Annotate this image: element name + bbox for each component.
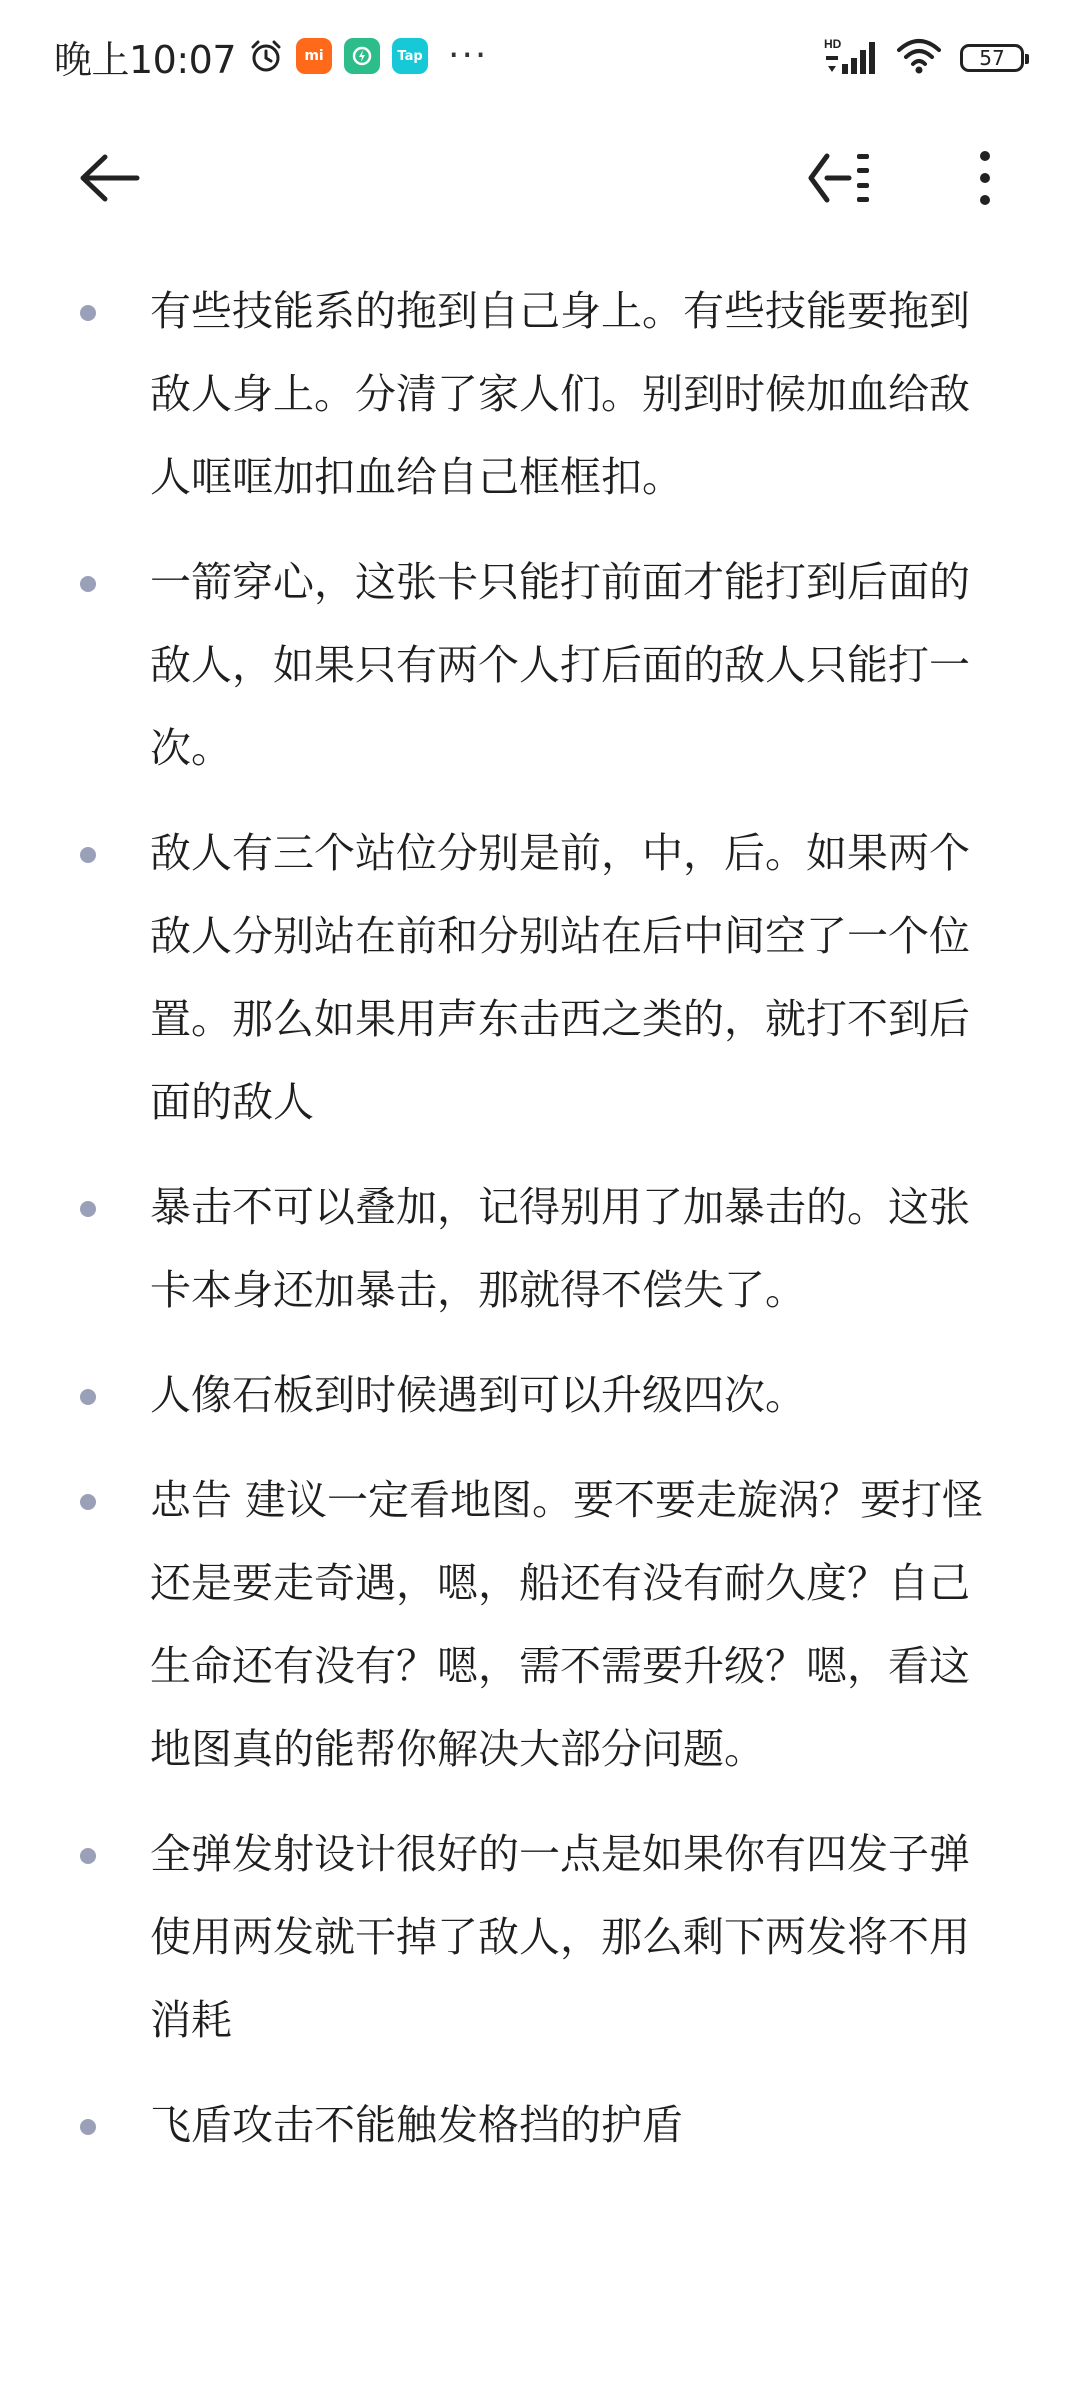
list-item[interactable] [0, 1459, 1080, 1791]
list-item-text: 飞盾攻击不能触发格挡的护盾 [150, 2101, 683, 2149]
more-vertical-icon [975, 150, 995, 210]
bullet-dot [80, 2119, 96, 2135]
green-app-icon [344, 38, 380, 74]
more-notifications-icon: ··· [448, 35, 489, 76]
list-item[interactable] [0, 2084, 1080, 2167]
list-item[interactable] [0, 1813, 1080, 2062]
list-item-text: 暴击不可以叠加，记得别用了加暴击的。这张卡本身还加暴击，那就得不偿失了。 [150, 1183, 970, 1314]
bullet-dot [80, 1201, 96, 1217]
list-item-text: 有些技能系的拖到自己身上。有些技能要拖到敌人身上。分清了家人们。别到时候加血给敌人哐哐加扣血给自己框框扣。 [150, 287, 970, 501]
list-item[interactable] [0, 541, 1080, 790]
status-left [54, 28, 488, 84]
outline-list-icon [805, 150, 875, 210]
status-bar [0, 0, 1080, 110]
list-item-text: 一箭穿心，这张卡只能打前面才能打到后面的敌人，如果只有两个人打后面的敌人只能打一次。 [150, 558, 970, 772]
bullet-list [0, 270, 1080, 2167]
wifi-icon [896, 38, 942, 78]
outline-button[interactable] [790, 130, 890, 230]
network-type-label: HD [824, 37, 842, 51]
clock: 晚上10:07 [54, 37, 237, 82]
bullet-dot [80, 1848, 96, 1864]
bullet-dot [80, 576, 96, 592]
list-item-text: 全弹发射设计很好的一点是如果你有四发子弹使用两发就干掉了敌人，那么剩下两发将不用消耗 [150, 1830, 970, 2044]
list-item-text: 忠告 建议一定看地图。要不要走旋涡？要打怪还是要走奇遇，嗯，船还有没有耐久度？自己生命还有没有？嗯，需不需要升级？嗯，看这地图真的能帮你解决大部分问题。 [150, 1476, 984, 1773]
bullet-dot [80, 1494, 96, 1510]
bullet-dot [80, 305, 96, 321]
status-right [824, 30, 1024, 86]
back-button[interactable] [60, 130, 160, 230]
list-item[interactable] [0, 812, 1080, 1144]
bullet-dot [80, 1389, 96, 1405]
list-item-text: 敌人有三个站位分别是前，中，后。如果两个敌人分别站在前和分别站在后中间空了一个位置。那么如果用声东击西之类的，就打不到后面的敌人 [150, 829, 970, 1126]
arrow-left-icon [79, 153, 141, 207]
list-item[interactable] [0, 1354, 1080, 1437]
tap-app-icon: Tap [392, 38, 428, 74]
mi-app-icon: mi [296, 38, 332, 74]
bullet-dot [80, 847, 96, 863]
list-item[interactable] [0, 270, 1080, 519]
list-item-text: 人像石板到时候遇到可以升级四次。 [150, 1371, 806, 1419]
alarm-clock-icon [248, 38, 284, 74]
list-item[interactable] [0, 1166, 1080, 1332]
battery-icon: 57 [960, 44, 1024, 72]
note-content[interactable] [0, 270, 1080, 2189]
more-options-button[interactable] [935, 130, 1035, 230]
signal-icon [824, 36, 878, 80]
